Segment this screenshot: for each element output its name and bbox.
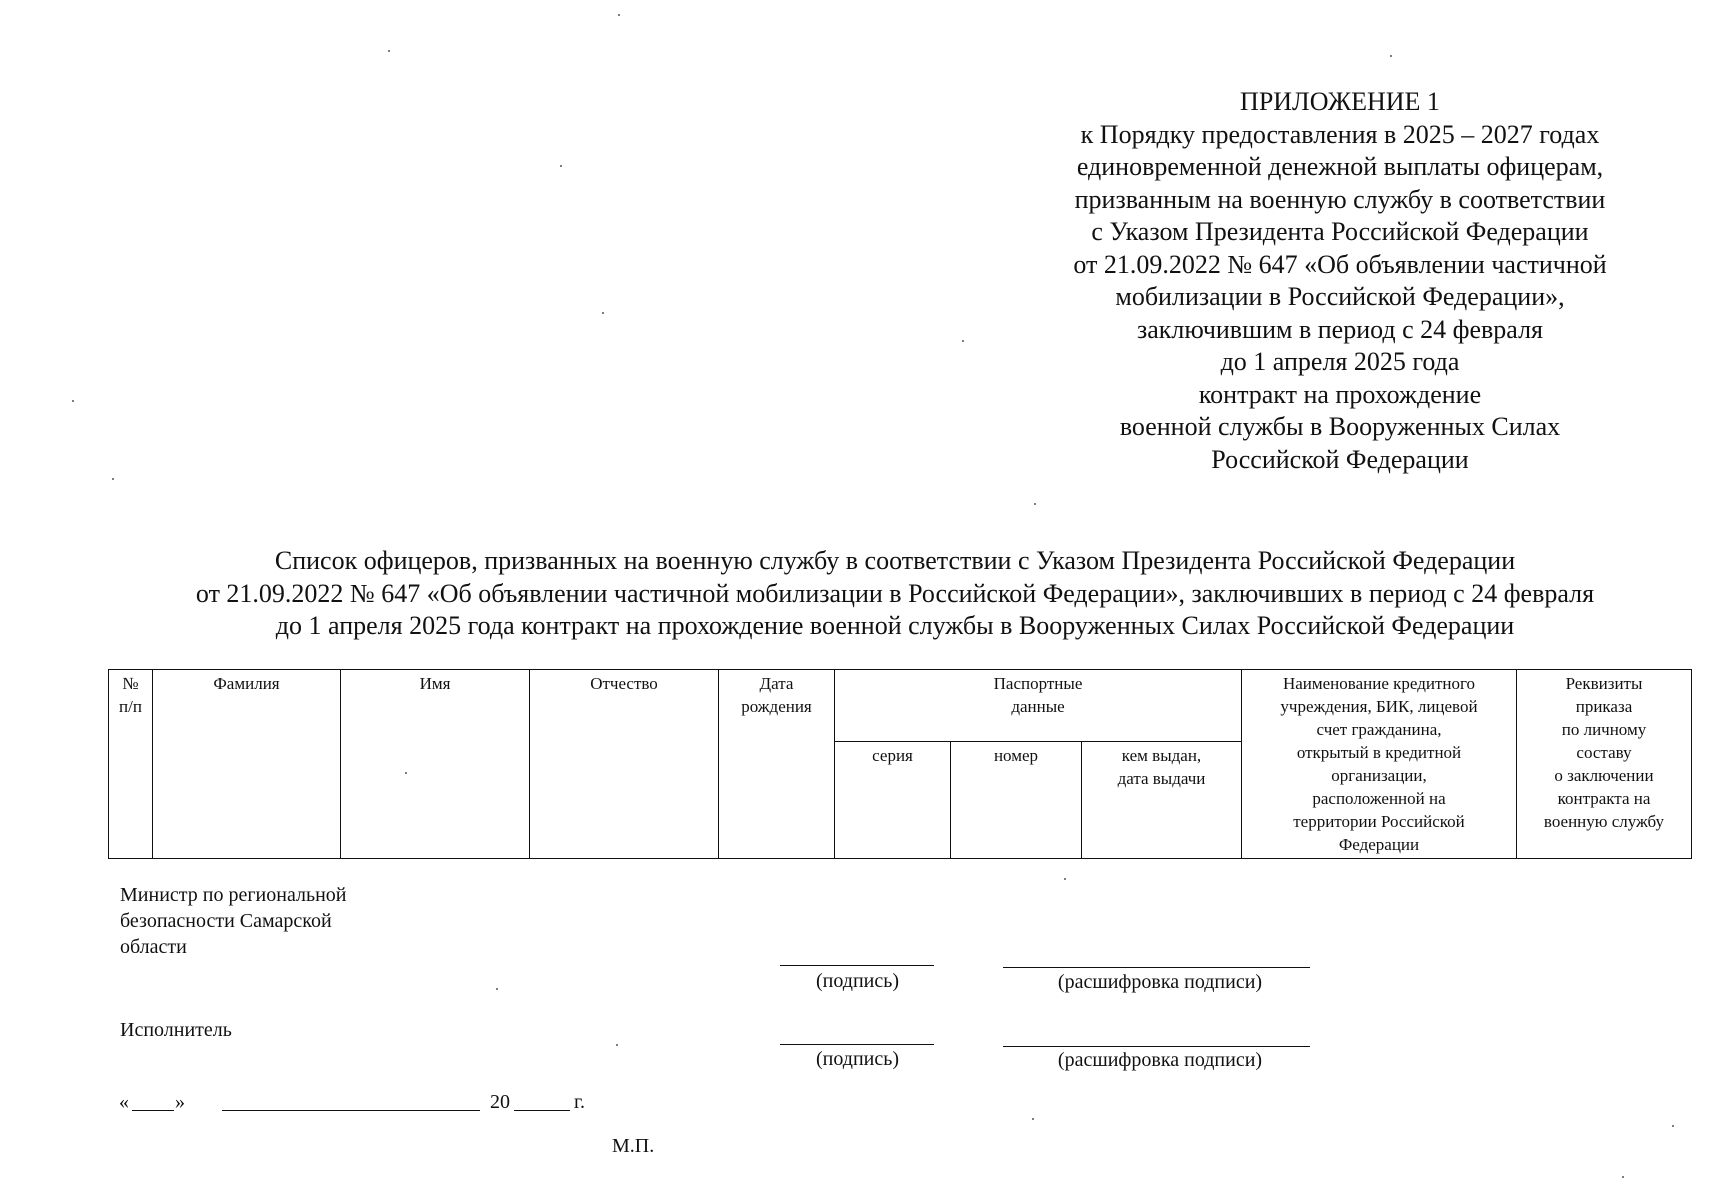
header-cell-name <box>341 670 530 859</box>
executor-decoding-line <box>1003 1046 1310 1047</box>
header-cell-patronymic <box>530 670 719 859</box>
seal-label: М.П. <box>612 1135 655 1157</box>
header-name-label: Имя <box>419 674 451 693</box>
header-cell-birthdate <box>719 670 835 859</box>
scan-speck <box>1622 1176 1624 1178</box>
executor-signature-line <box>780 1044 934 1045</box>
document-title <box>95 545 1695 643</box>
appendix-line: мобилизации в Российской Федерации», <box>1115 282 1565 311</box>
minister-decoding-line <box>1003 967 1310 968</box>
header-surname-label: Фамилия <box>213 674 280 693</box>
header-cell-surname <box>153 670 341 859</box>
scan-speck <box>618 14 620 16</box>
date-open-quote: « <box>119 1091 129 1113</box>
date-year-line <box>514 1110 570 1111</box>
minister-label: Министр по региональной безопасности Самарской области <box>120 884 347 958</box>
minister-signature-caption: (подпись) <box>815 970 900 992</box>
appendix-line: Российской Федерации <box>1211 444 1469 474</box>
header-issued-label: кем выдан, дата выдачи <box>1117 746 1206 789</box>
executor-signature-caption: (подпись) <box>815 1048 900 1070</box>
minister-signature-line <box>780 965 934 966</box>
header-patronymic-label: Отчество <box>590 674 658 693</box>
appendix-header <box>995 86 1685 476</box>
title-line: от 21.09.2022 № 647 «Об объявлении частичной мобилизации в Российской Федерации», заключивших в период с 24 февраля <box>195 578 1595 608</box>
appendix-line: заключившим в период с 24 февраля <box>1136 314 1544 344</box>
scan-speck <box>602 312 604 314</box>
appendix-line: с Указом Президента Российской Федерации <box>1091 217 1589 246</box>
executor-label: Исполнитель <box>120 1019 232 1041</box>
appendix-line: контракт на прохождение <box>1198 379 1482 409</box>
appendix-title: ПРИЛОЖЕНИЕ 1 <box>1240 87 1440 116</box>
scan-speck <box>388 50 390 52</box>
executor-decoding-caption: (расшифровка подписи) <box>1057 1049 1263 1071</box>
header-cell-series <box>835 742 951 859</box>
header-bank-label: Наименование кредитного учреждения, БИК, лицевой счет гражданина, открытый в кредитной организации, расположенной на территории Российской Федерации <box>1280 674 1478 854</box>
scan-speck <box>405 772 407 774</box>
appendix-line: от 21.09.2022 № 647 «Об объявлении частичной <box>1073 249 1607 279</box>
date-close-quote: » <box>175 1091 185 1113</box>
appendix-line: до 1 апреля 2025 года <box>1220 347 1460 376</box>
scan-speck <box>1034 503 1036 505</box>
header-passport-label: Паспортные данные <box>993 674 1083 716</box>
appendix-line: призванным на военную службу в соответствии <box>1074 184 1606 214</box>
title-line: до 1 апреля 2025 года контракт на прохождение военной службы в Вооруженных Силах Российской Федерации <box>275 611 1515 640</box>
scan-speck <box>962 340 964 342</box>
scan-speck <box>560 165 562 167</box>
date-day-line <box>132 1110 174 1111</box>
header-cell-passport <box>835 670 1242 742</box>
year-prefix: 20 <box>490 1091 510 1113</box>
appendix-line: к Порядку предоставления в 2025 – 2027 годах <box>1080 119 1600 149</box>
officers-table <box>108 669 1692 859</box>
header-order-label: Реквизиты приказа по личному составу о заключении контракта на военную службу <box>1543 674 1665 831</box>
scan-speck <box>1390 55 1392 57</box>
scan-speck <box>1032 1118 1034 1120</box>
scan-speck <box>1672 1125 1674 1127</box>
date-month-line <box>222 1110 480 1111</box>
header-birthdate-label: Дата рождения <box>741 674 812 716</box>
appendix-line: единовременной денежной выплаты офицерам, <box>1076 152 1604 181</box>
title-line: Список офицеров, призванных на военную службу в соответствии с Указом Президента Российской Федерации <box>274 546 1516 575</box>
header-cell-number <box>109 670 153 859</box>
header-cell-issued <box>1082 742 1242 859</box>
appendix-line: военной службы в Вооруженных Силах <box>1119 412 1561 441</box>
header-passport-number-label: номер <box>993 746 1039 766</box>
header-series-label: серия <box>872 746 913 766</box>
header-cell-passport-number <box>951 742 1082 859</box>
header-cell-bank <box>1242 670 1517 859</box>
header-cell-order <box>1517 670 1692 859</box>
scan-speck <box>1064 878 1066 880</box>
minister-decoding-caption: (расшифровка подписи) <box>1057 971 1263 993</box>
header-number-label: № п/п <box>119 674 142 716</box>
scan-speck <box>72 400 74 402</box>
scan-speck <box>616 1044 618 1046</box>
scan-speck <box>112 478 114 480</box>
scan-speck <box>496 988 498 990</box>
year-suffix: г. <box>574 1091 585 1113</box>
